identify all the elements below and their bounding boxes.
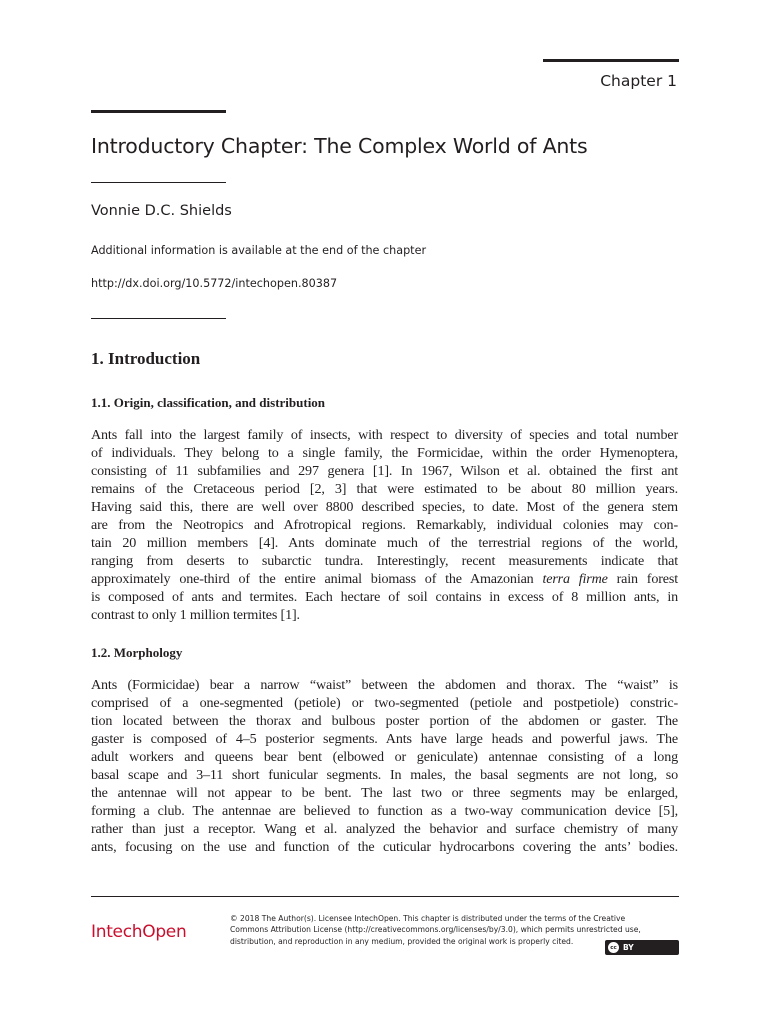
paragraph-line: forming a club. The antennae are believed to function as a two-way communication device [5], bbox=[91, 803, 678, 819]
title-rule-top bbox=[91, 110, 226, 113]
license-line: © 2018 The Author(s). Licensee IntechOpen. This chapter is distributed under the terms of the Creative bbox=[230, 914, 626, 923]
additional-info: Additional information is available at the end of the chapter bbox=[91, 244, 427, 257]
intechopen-logo: IntechOpen bbox=[91, 922, 187, 942]
paragraph-origin bbox=[91, 426, 678, 624]
paragraph-line: is composed of ants and termites. Each hectare of soil contains in excess of 8 million ants, in bbox=[91, 589, 678, 605]
paragraph-line: ants, focusing on the use and function of the cuticular hydrocarbons covering the ants’ bodies. bbox=[91, 839, 678, 855]
footer-rule bbox=[91, 896, 679, 897]
paragraph-line: are from the Neotropics and Afrotropical regions. Remarkably, individual colonies may con- bbox=[91, 517, 678, 533]
paragraph-line: adult workers and queens bear bent (elbowed or geniculate) antennae consisting of a long bbox=[91, 749, 678, 765]
paragraph-line: rather than just a receptor. Wang et al. analyzed the behavior and surface chemistry of many bbox=[91, 821, 678, 837]
author-name: Vonnie D.C. Shields bbox=[91, 203, 232, 219]
cc-icon: cc bbox=[608, 942, 619, 953]
paragraph-morphology bbox=[91, 676, 678, 856]
paragraph-line: Having said this, there are well over 8800 described species, to date. Most of the genera stem bbox=[91, 499, 678, 515]
cc-by-license-badge[interactable] bbox=[605, 940, 679, 955]
chapter-label: Chapter 1 bbox=[600, 72, 677, 90]
subsection-heading-morphology: 1.2. Morphology bbox=[91, 645, 183, 660]
line-text: approximately one-third of the entire animal biomass of the Amazonian bbox=[91, 571, 543, 587]
paragraph-line: remains of the Cretaceous period [2, 3] that were estimated to be about 80 million years. bbox=[91, 481, 678, 497]
paragraph-line: of individuals. They belong to a single family, the Formicidae, within the order Hymenoptera, bbox=[91, 445, 678, 461]
paragraph-line: Ants (Formicidae) bear a narrow “waist” between the abdomen and thorax. The “waist” is bbox=[91, 677, 678, 693]
title-rule-bottom bbox=[91, 182, 226, 183]
paragraph-line: basal scape and 3–11 short funicular segments. In males, the basal segments are not long, so bbox=[91, 767, 678, 783]
paragraph-line: contrast to only 1 million termites [1]. bbox=[91, 607, 300, 623]
meta-rule-bottom bbox=[91, 318, 226, 319]
paragraph-line: consisting of 11 subfamilies and 297 genera [1]. In 1967, Wilson et al. obtained the first ant bbox=[91, 463, 678, 479]
section-heading-introduction: 1. Introduction bbox=[91, 349, 201, 368]
italic-phrase: terra firme bbox=[542, 571, 608, 587]
paragraph-line: ranging from deserts to subarctic tundra. Interestingly, recent measurements indicate that bbox=[91, 553, 678, 569]
subsection-heading-origin: 1.1. Origin, classification, and distribution bbox=[91, 395, 326, 410]
paragraph-line: the antennae will not appear to be bent. The last two or three segments may be enlarged, bbox=[91, 785, 678, 801]
paragraph-line-italic bbox=[91, 570, 678, 588]
paragraph-line: comprised of a one-segmented (petiole) or two-segmented (petiole and postpetiole) constric- bbox=[91, 695, 678, 711]
header-rule-right bbox=[543, 59, 679, 62]
chapter-title: Introductory Chapter: The Complex World of Ants bbox=[91, 134, 588, 158]
by-label: BY bbox=[623, 943, 634, 952]
line-text-tail: rain forest bbox=[607, 571, 678, 587]
paragraph-line: Ants fall into the largest family of insects, with respect to diversity of species and total number bbox=[91, 427, 678, 443]
paragraph-line: gaster is composed of 4–5 posterior segments. Ants have large heads and powerful jaws. The bbox=[91, 731, 678, 747]
paragraph-line: tain 20 million members [4]. Ants dominate much of the terrestrial regions of the world, bbox=[91, 535, 678, 551]
license-line: distribution, and reproduction in any medium, provided the original work is properly cited. bbox=[230, 936, 574, 946]
license-line: Commons Attribution License (http://creativecommons.org/licenses/by/3.0), which permits unrestricted use, bbox=[230, 925, 641, 935]
doi-link[interactable]: http://dx.doi.org/10.5772/intechopen.80387 bbox=[91, 277, 338, 290]
paragraph-line: tion located between the thorax and bulbous poster portion of the abdomen or gaster. The bbox=[91, 713, 678, 729]
